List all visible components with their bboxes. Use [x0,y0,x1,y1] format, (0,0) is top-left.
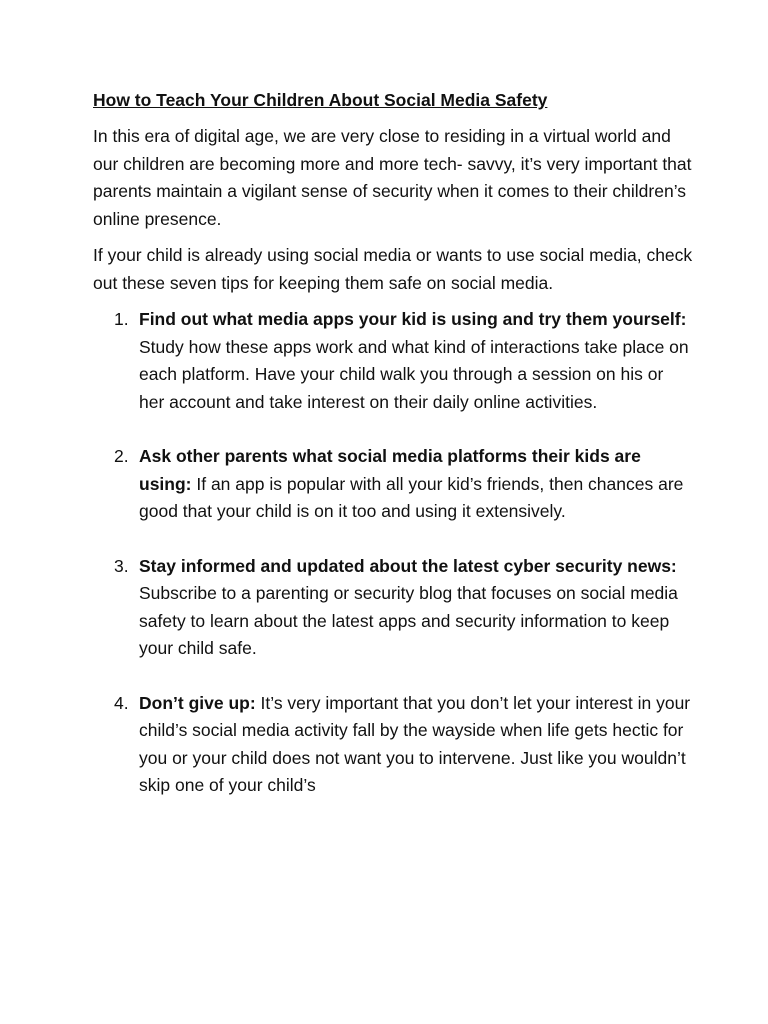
list-item-heading: Stay informed and updated about the latest cyber security news: [139,555,677,576]
list-item [93,690,693,800]
document-page [93,86,693,827]
tips-intro-paragraph: If your child is already using social media or wants to use social media, check out these seven tips for keeping them safe on social media. [93,245,693,293]
list-item-text: It’s very important that you don’t let your interest in your child’s social media activity fall by the wayside when life gets hectic for you or your child does not want you to intervene. Just like you wouldn’t skip one of your child’s [139,692,691,795]
tips-list [93,306,693,800]
list-item-heading: Don’t give up: [139,692,256,713]
list-item-text: Subscribe to a parenting or security blog that focuses on social media safety to learn about the latest apps and security information to keep your child safe. [139,583,678,658]
list-item [93,306,693,416]
document-title: How to Teach Your Children About Social Media Safety [93,90,548,110]
list-item [93,553,693,663]
list-item [93,443,693,526]
list-item-text: If an app is popular with all your kid’s friends, then chances are good that your child is on it too and using it extensively. [139,473,684,521]
list-item-number: 2. [114,446,129,466]
list-item-number: 3. [114,555,129,576]
list-item-text: Study how these apps work and what kind of interactions take place on each platform. Have your child walk you through a session on his or her account and take interest on their daily online activities. [139,336,689,412]
list-item-heading: Find out what media apps your kid is using and try them yourself: [139,309,687,329]
intro-paragraph: In this era of digital age, we are very close to residing in a virtual world and our children are becoming more and more tech- savvy, it’s very important that parents maintain a vigilant sense of security when it comes to their children’s online presence. [93,126,692,229]
list-item-number: 1. [114,309,129,329]
list-item-heading: Ask other parents what social media platforms their kids are using: [139,446,641,494]
list-item-number: 4. [114,692,129,713]
